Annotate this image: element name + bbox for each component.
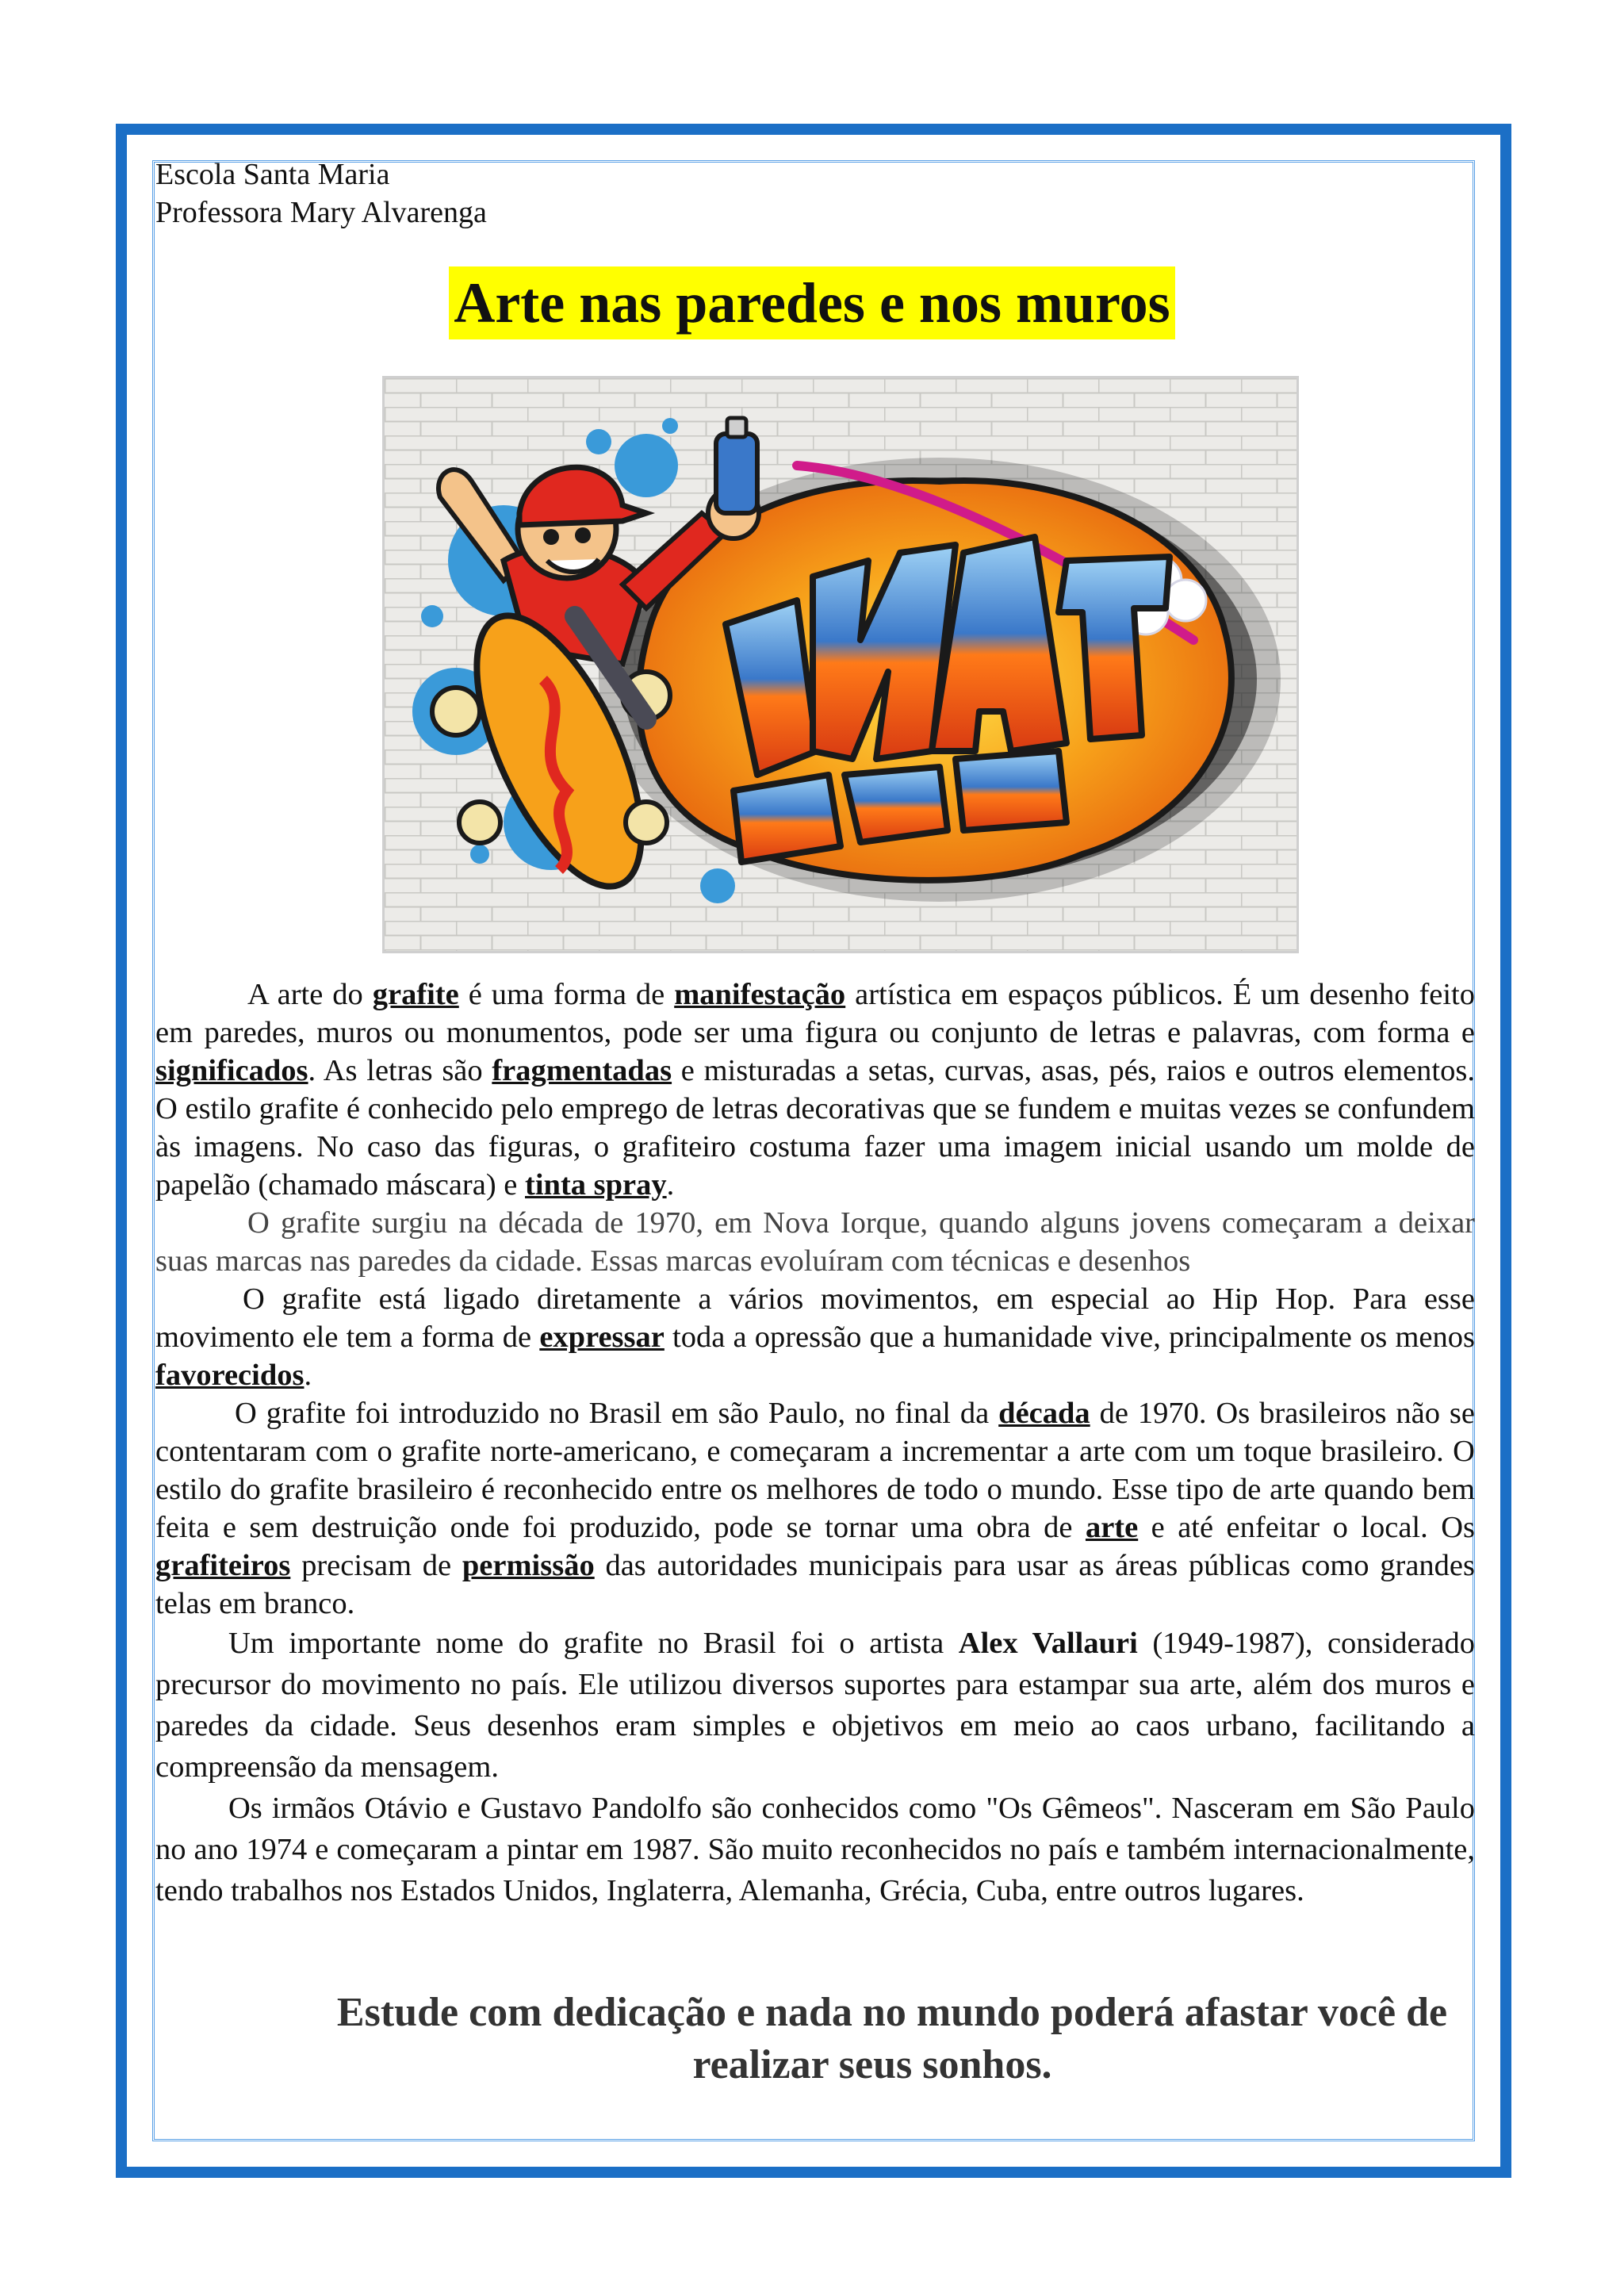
keyword: permissão (462, 1549, 595, 1582)
text-span: . (666, 1168, 675, 1202)
teacher-name: Professora Mary Alvarenga (155, 196, 487, 229)
keyword: fragmentadas (492, 1054, 672, 1087)
motto-line-1: Estude com dedicação e nada no mundo poderá afastar você de (336, 1990, 1448, 2035)
keyword: expressar (539, 1320, 665, 1354)
keyword: arte (1085, 1511, 1139, 1544)
closing-motto (238, 1987, 1507, 2091)
title-block (0, 266, 1624, 339)
text-span: artística em espaços públicos. É um desenho feito em paredes, muros ou monumentos, pode ser uma figura ou conjunto de letras e palavras, com forma e (155, 978, 1475, 1049)
text-span: e misturadas a setas, curvas, asas, pés, raios e outros elementos. O estilo grafite é conhecido pelo emprego de letras decorativas que se fundem e muitas vezes se confundem às imagens. No caso das figuras, o grafiteiro costuma fazer uma imagem inicial usando um molde de papelão (chamado máscara) e (155, 1054, 1475, 1202)
paragraph-5 (155, 1623, 1475, 1788)
paragraph-1 (155, 976, 1475, 1204)
paragraph-4 (155, 1394, 1475, 1623)
page-title: Arte nas paredes e nos muros (449, 266, 1174, 339)
paragraph-6: Os irmãos Otávio e Gustavo Pandolfo são conhecidos como "Os Gêmeos". Nasceram em São Paulo no ano 1974 e começaram a pintar em 1987. São muito reconhecidos no país e também internacionalmente, tendo trabalhos nos Estados Unidos, Inglaterra, Alemanha, Grécia, Cuba, entre outros lugares. (155, 1792, 1475, 1907)
artist-name: Alex Vallauri (958, 1627, 1138, 1660)
text-span: Um importante nome do grafite no Brasil foi o artista (228, 1627, 959, 1660)
text-span: . (304, 1359, 312, 1392)
keyword: favorecidos (155, 1359, 304, 1392)
article-body (155, 976, 1475, 1911)
text-span: é uma forma de (458, 978, 675, 1011)
text-span: toda a opressão que a humanidade vive, principalmente os menos (664, 1320, 1475, 1354)
text-span: e até enfeitar o local. Os (1138, 1511, 1475, 1544)
paragraph-2: O grafite surgiu na década de 1970, em Nova Iorque, quando alguns jovens começaram a deixar suas marcas nas paredes da cidade. Essas marcas evoluíram com técnicas e desenhos (155, 1206, 1475, 1278)
keyword: significados (155, 1054, 308, 1087)
graffiti-illustration (382, 376, 1299, 953)
paragraph-3 (155, 1280, 1475, 1394)
text-span: . As letras são (308, 1054, 492, 1087)
keyword: manifestação (674, 978, 846, 1011)
keyword: grafite (372, 978, 459, 1011)
motto-line-2: realizar seus sonhos. (692, 2042, 1052, 2087)
text-span: de 1970. Os brasileiros não se contentaram com o grafite norte-americano, e começaram a incrementar a arte com um toque brasileiro. O estilo do grafite brasileiro é reconhecido entre os melhores de todo o mundo. Esse tipo de arte quando bem feita e sem destruição onde foi produzido, pode se tornar uma obra de (155, 1397, 1476, 1544)
text-span: precisam de (290, 1549, 462, 1582)
keyword: tinta spray (525, 1168, 667, 1202)
school-name: Escola Santa Maria (155, 158, 390, 191)
graffiti-art-svg (385, 378, 1297, 951)
keyword: grafiteiros (155, 1549, 291, 1582)
keyword: década (998, 1397, 1090, 1430)
text-span: das autoridades municipais para usar as áreas públicas como grandes telas em branco. (155, 1549, 1475, 1620)
text-span: (1949-1987), considerado precursor do movimento no país. Ele utilizou diversos suportes para estampar sua arte, além dos muros e paredes da cidade. Seus desenhos eram simples e objetivos em meio ao caos urbano, facilitando a compreensão da mensagem. (155, 1627, 1475, 1784)
spray-can (716, 434, 757, 513)
text-span: O grafite foi introduzido no Brasil em são Paulo, no final da (235, 1397, 999, 1430)
text-span: O grafite está ligado diretamente a vários movimentos, em especial ao Hip Hop. Para esse movimento ele tem a forma de (155, 1282, 1475, 1354)
text-span: A arte do (247, 978, 373, 1011)
header (155, 155, 487, 232)
